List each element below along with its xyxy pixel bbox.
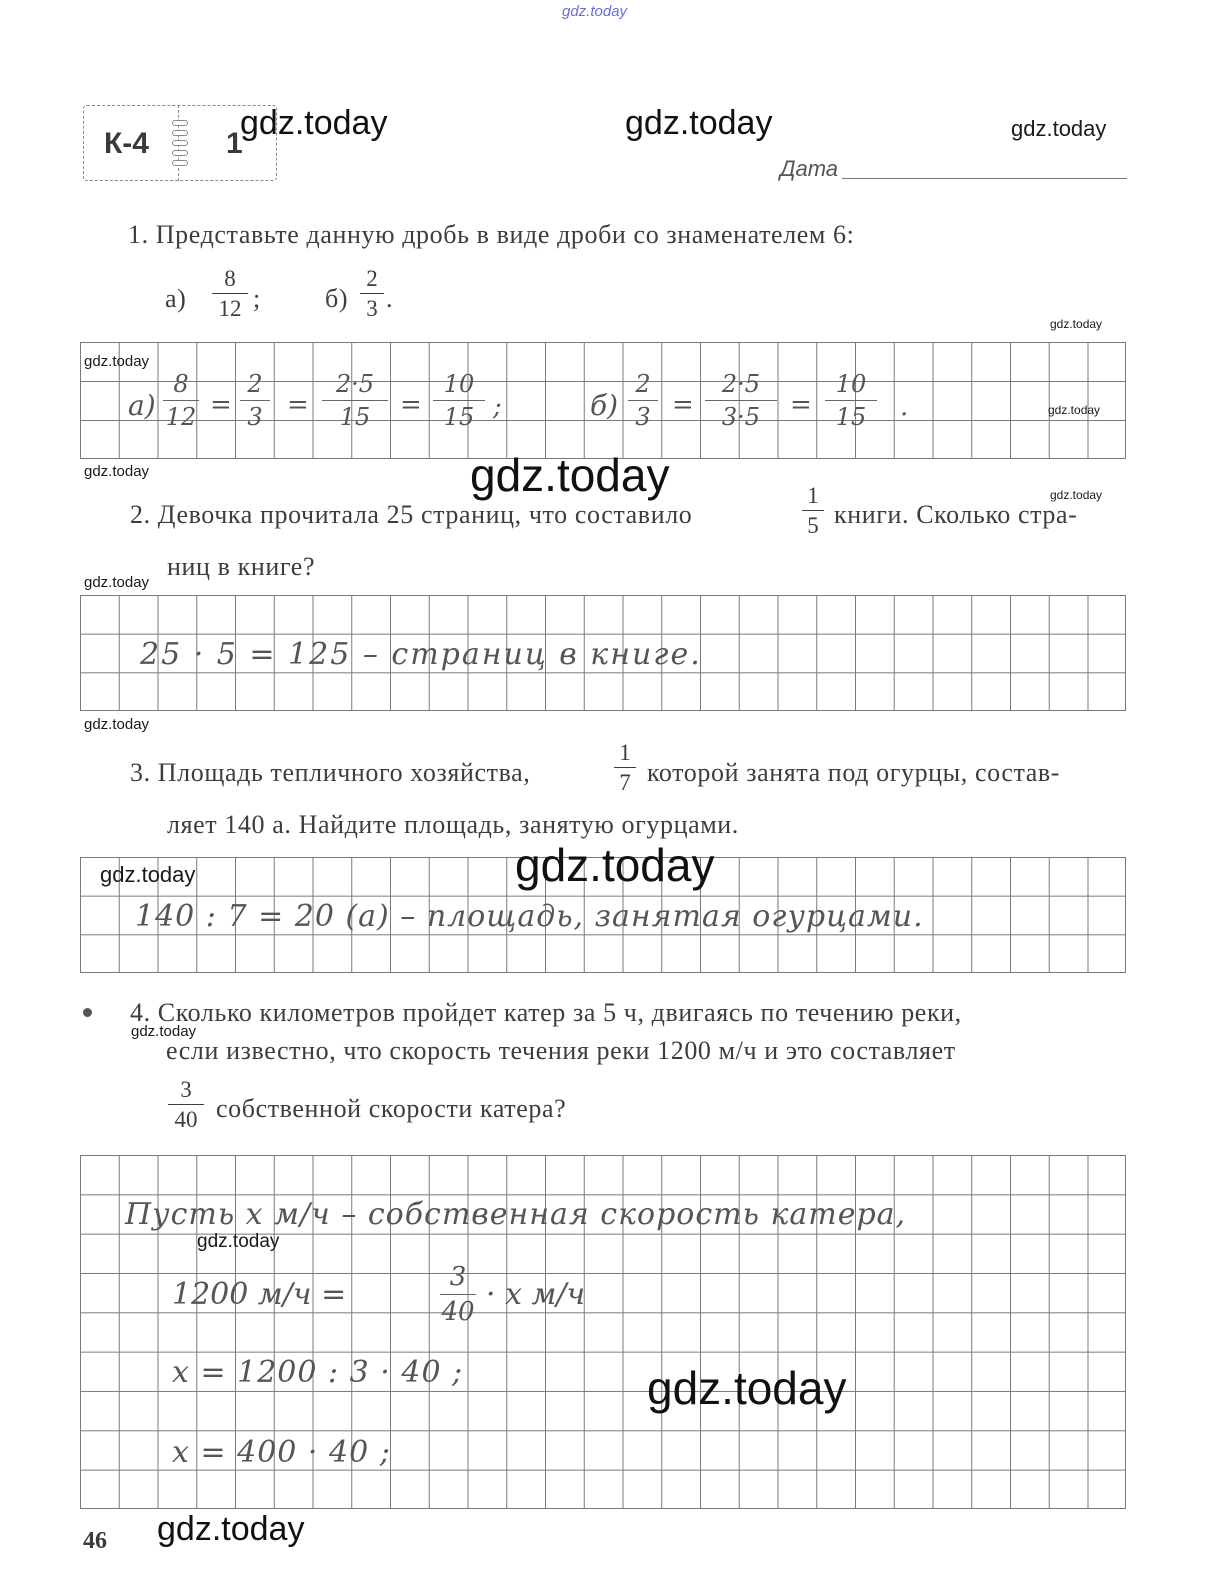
denominator: 15 <box>825 400 877 429</box>
watermark: gdz.today <box>1050 317 1103 331</box>
hw-fraction <box>440 1264 476 1325</box>
numerator: 2·5 <box>721 370 761 398</box>
numerator: 10 <box>443 370 475 398</box>
watermark: gdz.today <box>131 1023 197 1040</box>
task1-separator: ; <box>253 284 261 313</box>
hw-label-b: б) <box>590 389 619 422</box>
task4-text-line1: 4. Сколько километров пройдет катер за 5 ч, двигаясь по течению реки, <box>130 998 962 1027</box>
task1-fraction-a <box>212 267 248 320</box>
task2-fraction <box>802 484 824 537</box>
hw-period: . <box>900 392 909 422</box>
variant-number: 1 <box>226 127 243 160</box>
hw-task4-line3: x = 1200 : 3 · 40 ; <box>172 1355 464 1390</box>
date-field-line <box>842 178 1127 179</box>
hw-fraction <box>433 372 485 429</box>
task2-text-continued: книги. Сколько стра- <box>834 500 1078 529</box>
watermark: gdz.today <box>240 104 388 142</box>
task4-fraction <box>168 1078 204 1131</box>
spiral-ring <box>172 160 188 166</box>
task3-text-line2: ляет 140 а. Найдите площадь, занятую огурцами. <box>167 810 739 839</box>
numerator: 2 <box>635 370 651 398</box>
hw-fraction <box>825 372 877 429</box>
hw-fraction <box>322 372 388 429</box>
numerator: 1 <box>807 483 819 508</box>
denominator: 3 <box>360 293 384 320</box>
numerator: 2 <box>366 266 378 291</box>
task3-text: 3. Площадь тепличного хозяйства, <box>130 758 531 787</box>
denominator: 7 <box>614 767 636 794</box>
hw-equals: = <box>400 390 422 420</box>
denominator: 40 <box>168 1104 204 1131</box>
task1-text: 1. Представьте данную дробь в виде дроби со знаменателем 6: <box>128 220 855 249</box>
task2-text-line2: ниц в книге? <box>167 552 316 581</box>
hw-task4-line2-left: 1200 м/ч = <box>172 1277 347 1312</box>
hw-fraction <box>705 372 777 429</box>
hw-label-a: а) <box>128 389 156 422</box>
difficulty-bullet <box>83 1008 92 1017</box>
numerator: 3 <box>180 1077 192 1102</box>
page-number: 46 <box>83 1528 107 1554</box>
top-watermark: gdz.today <box>562 3 628 20</box>
spiral-ring <box>172 150 188 156</box>
task4-text-line3: собственной скорости катера? <box>216 1094 567 1123</box>
hw-semicolon: ; <box>493 392 502 422</box>
task3-fraction <box>614 741 636 794</box>
task2-text: 2. Девочка прочитала 25 страниц, что составило <box>130 500 693 529</box>
numerator: 8 <box>173 370 189 398</box>
denominator: 40 <box>440 1294 476 1325</box>
hw-equals: = <box>210 390 232 420</box>
numerator: 8 <box>224 266 236 291</box>
task3-text-continued: которой занята под огурцы, состав- <box>647 758 1061 787</box>
hw-task4-line1: Пусть x м/ч – собственная скорость катера, <box>125 1197 907 1232</box>
numerator: 3 <box>449 1262 467 1292</box>
denominator: 5 <box>802 510 824 537</box>
hw-task4-line4: x = 400 · 40 ; <box>172 1435 391 1470</box>
watermark: gdz.today <box>1050 488 1103 502</box>
watermark: gdz.today <box>197 1231 280 1252</box>
watermark: gdz.today <box>1011 116 1107 141</box>
denominator: 3·5 <box>705 400 777 429</box>
spiral-ring <box>172 120 188 126</box>
hw-equals: = <box>672 390 694 420</box>
spiral-ring <box>172 130 188 136</box>
test-code: К-4 <box>104 127 149 160</box>
watermark: gdz.today <box>84 716 150 733</box>
denominator: 3 <box>628 400 658 429</box>
hw-task2-solution: 25 · 5 = 125 – страниц в книге. <box>140 637 702 672</box>
numerator: 2·5 <box>335 370 375 398</box>
denominator: 15 <box>322 400 388 429</box>
watermark: gdz.today <box>157 1510 305 1548</box>
watermark: gdz.today <box>647 1362 847 1414</box>
task1-part-a-label: а) <box>165 284 187 313</box>
hw-task4-line2-right: · x м/ч <box>486 1277 586 1312</box>
watermark: gdz.today <box>470 449 670 501</box>
spiral-ring <box>172 140 188 146</box>
numerator: 10 <box>835 370 867 398</box>
watermark: gdz.today <box>100 862 196 887</box>
numerator: 2 <box>247 370 263 398</box>
denominator: 12 <box>163 400 199 429</box>
hw-task3-solution: 140 : 7 = 20 (а) – площадь, занятая огурцами. <box>135 899 924 934</box>
date-label: Дата <box>780 156 839 181</box>
hw-fraction <box>628 372 658 429</box>
watermark: gdz.today <box>625 104 773 142</box>
watermark: gdz.today <box>84 353 150 370</box>
hw-equals: = <box>287 390 309 420</box>
hw-fraction <box>163 372 199 429</box>
watermark: gdz.today <box>1048 403 1101 417</box>
task1-fraction-b <box>360 267 384 320</box>
task1-period: . <box>386 284 394 313</box>
hw-fraction <box>240 372 270 429</box>
denominator: 15 <box>433 400 485 429</box>
hw-equals: = <box>790 390 812 420</box>
watermark: gdz.today <box>84 463 150 480</box>
task4-text-line2: если известно, что скорость течения реки 1200 м/ч и это составляет <box>166 1036 956 1065</box>
denominator: 12 <box>212 293 248 320</box>
denominator: 3 <box>240 400 270 429</box>
task1-part-b-label: б) <box>325 284 349 313</box>
watermark: gdz.today <box>84 574 150 591</box>
watermark: gdz.today <box>515 839 715 891</box>
numerator: 1 <box>619 740 631 765</box>
